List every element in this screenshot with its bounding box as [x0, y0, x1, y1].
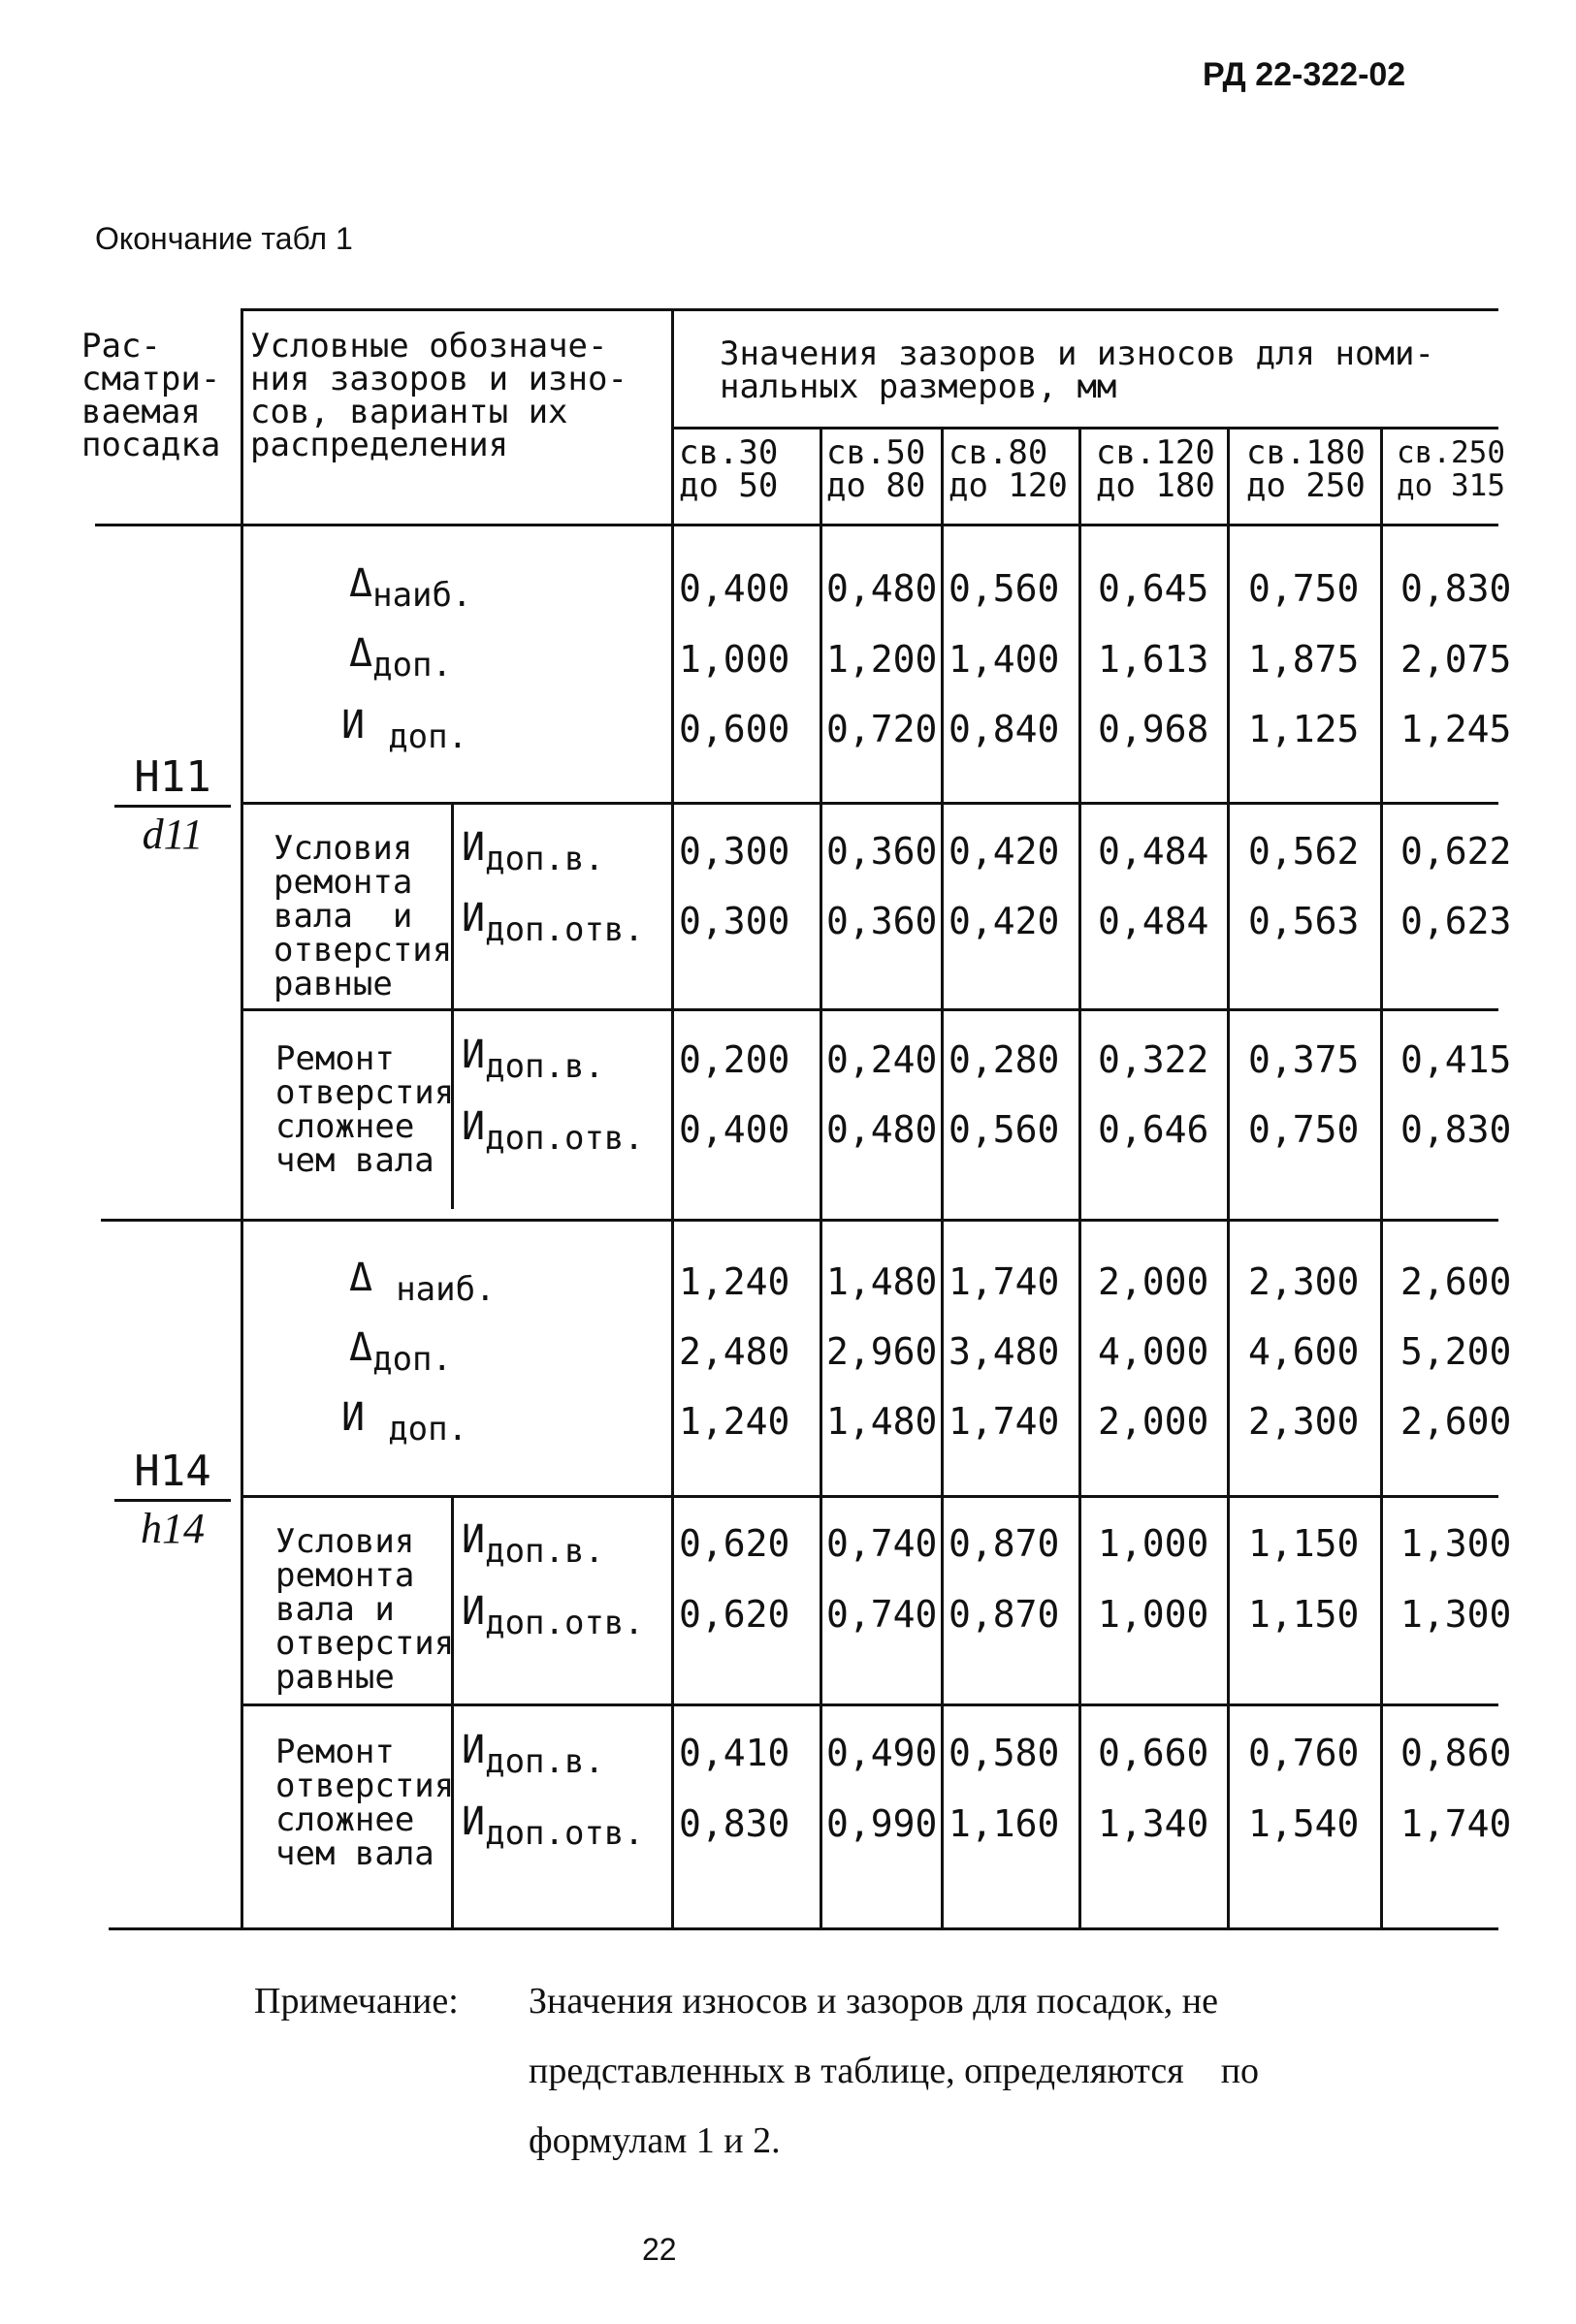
- table-cell: 0,420: [949, 900, 1060, 942]
- table-cell: 0,490: [826, 1732, 938, 1774]
- header-range-6: св.250 до 315: [1397, 435, 1505, 503]
- table-cell: 1,340: [1098, 1802, 1209, 1845]
- header-fit-column: Рас- сматри- ваемая посадка: [81, 327, 221, 464]
- fit-numerator: H11: [134, 752, 211, 802]
- table-cell: 1,613: [1098, 638, 1209, 681]
- table-cell: 0,360: [826, 900, 938, 942]
- header-range-1: св.30 до 50: [679, 433, 779, 505]
- table-cell: 4,600: [1248, 1330, 1360, 1373]
- table-cell: 2,600: [1400, 1260, 1512, 1303]
- table-cell: 0,484: [1098, 830, 1209, 873]
- header-range-2: св.50 до 80: [826, 433, 926, 505]
- fraction-bar: [114, 1499, 231, 1502]
- symbol-wear-shaft: $И_{доп.в.}$: [462, 1033, 604, 1086]
- note-text-line2: представленных в таблице, определяются по: [529, 2051, 1260, 2091]
- table-cell: 0,240: [826, 1038, 938, 1081]
- table-cell: 0,400: [679, 567, 790, 610]
- condition-equal-repair: Условия ремонта вала и отверстия равные: [273, 829, 453, 1003]
- page-number: 22: [642, 2232, 677, 2267]
- header-range-3: св.80 до 120: [949, 433, 1068, 505]
- table-cell: 0,562: [1248, 830, 1360, 873]
- condition-hole-harder: Ремонт отверстия сложнее чем вала: [275, 1039, 455, 1180]
- table-cell: 0,300: [679, 900, 790, 942]
- symbol-wear-shaft: $И_{доп.в.}$: [462, 1517, 604, 1571]
- table-cell: 1,300: [1400, 1593, 1512, 1636]
- symbol-delta-allowable: $\Delta_{доп.}$: [349, 1325, 452, 1379]
- table-cell: 0,968: [1098, 708, 1209, 750]
- table-cell: 0,375: [1248, 1038, 1360, 1081]
- h14-group-mid-border: [242, 1703, 1498, 1706]
- table-cell: 0,620: [679, 1522, 790, 1565]
- table-cell: 0,322: [1098, 1038, 1209, 1081]
- table-cell: 2,000: [1098, 1260, 1209, 1303]
- table-cell: 1,540: [1248, 1802, 1360, 1845]
- table-caption: Окончание табл 1: [95, 221, 353, 256]
- col-values-border: [671, 308, 674, 1929]
- fraction-bar: [114, 805, 231, 808]
- table-cell: 1,740: [949, 1260, 1060, 1303]
- table-cell: 0,420: [949, 830, 1060, 873]
- table-cell: 1,740: [1400, 1802, 1512, 1845]
- table-cell: 0,415: [1400, 1038, 1512, 1081]
- table-cell: 2,075: [1400, 638, 1512, 681]
- table-cell: 0,300: [679, 830, 790, 873]
- symbol-delta-max: $\Delta_{наиб.}$: [349, 561, 472, 615]
- condition-hole-harder: Ремонт отверстия сложнее чем вала: [275, 1733, 455, 1873]
- table-top-border: [242, 308, 1498, 311]
- table-cell: 0,480: [826, 567, 938, 610]
- table-cell: 2,960: [826, 1330, 938, 1373]
- table-cell: 0,560: [949, 1108, 1060, 1151]
- condition-equal-repair: Условия ремонта вала и отверстия равные: [275, 1522, 455, 1697]
- table-cell: 3,480: [949, 1330, 1060, 1373]
- range-border-1: [820, 427, 822, 1929]
- table-cell: 2,300: [1248, 1260, 1360, 1303]
- table-cell: 1,000: [1098, 1522, 1209, 1565]
- table-cell: 0,660: [1098, 1732, 1209, 1774]
- header-range-4: св.120 до 180: [1096, 433, 1215, 505]
- table-cell: 0,740: [826, 1522, 938, 1565]
- fit-denominator: h14: [141, 1505, 205, 1552]
- symbol-wear-hole: $И_{доп.отв.}$: [462, 1104, 644, 1158]
- table-cell: 1,240: [679, 1400, 790, 1443]
- range-border-5: [1380, 427, 1383, 1929]
- table-cell: 0,560: [949, 567, 1060, 610]
- table-cell: 0,600: [679, 708, 790, 750]
- table-cell: 1,125: [1248, 708, 1360, 750]
- symbol-wear-shaft: $И_{доп.в.}$: [462, 1728, 604, 1781]
- table-bottom-border: [109, 1927, 1498, 1930]
- document-code: РД 22-322-02: [1203, 56, 1406, 93]
- symbol-wear-shaft: $И_{доп.в.}$: [462, 825, 604, 878]
- table-cell: 1,150: [1248, 1593, 1360, 1636]
- table-cell: 0,620: [679, 1593, 790, 1636]
- table-cell: 0,830: [1400, 567, 1512, 610]
- table-cell: 1,000: [679, 638, 790, 681]
- table-cell: 0,870: [949, 1593, 1060, 1636]
- table-cell: 0,750: [1248, 567, 1360, 610]
- table-cell: 1,240: [679, 1260, 790, 1303]
- table-cell: 1,480: [826, 1260, 938, 1303]
- table-cell: 1,740: [949, 1400, 1060, 1443]
- table-cell: 2,480: [679, 1330, 790, 1373]
- table-cell: 0,830: [1400, 1108, 1512, 1151]
- table-cell: 2,600: [1400, 1400, 1512, 1443]
- note-label: Примечание:: [254, 1981, 459, 2022]
- table-cell: 0,760: [1248, 1732, 1360, 1774]
- h11-group-top-border: [242, 802, 1498, 805]
- fit-section-divider: [101, 1219, 1498, 1222]
- range-border-2: [941, 427, 944, 1929]
- table-cell: 0,720: [826, 708, 938, 750]
- table-cell: 2,000: [1098, 1400, 1209, 1443]
- table-cell: 1,200: [826, 638, 938, 681]
- table-cell: 1,480: [826, 1400, 938, 1443]
- fit-label-h11: [114, 752, 231, 860]
- table-cell: 0,200: [679, 1038, 790, 1081]
- table-cell: 1,160: [949, 1802, 1060, 1845]
- col1-border: [241, 308, 243, 1929]
- table-cell: 1,245: [1400, 708, 1512, 750]
- h11-group-mid-border: [242, 1008, 1498, 1011]
- table-cell: 0,480: [826, 1108, 938, 1151]
- table-cell: 0,990: [826, 1802, 938, 1845]
- symbol-wear-hole: $И_{доп.отв.}$: [462, 896, 644, 949]
- symbol-delta-max: Δ $_{наиб.}$: [349, 1256, 496, 1309]
- table-cell: 0,840: [949, 708, 1060, 750]
- table-cell: 0,410: [679, 1732, 790, 1774]
- header-values-column: Значения зазоров и износов для номи- нальных размеров, мм: [720, 334, 1434, 406]
- table-cell: 0,622: [1400, 830, 1512, 873]
- table-cell: 0,870: [949, 1522, 1060, 1565]
- note-text-line1: Значения износов и зазоров для посадок, не: [529, 1981, 1218, 2022]
- header-bottom-border: [95, 524, 1498, 526]
- symbol-wear-hole: $И_{доп.отв.}$: [462, 1799, 644, 1853]
- table-cell: 1,150: [1248, 1522, 1360, 1565]
- table-cell: 0,645: [1098, 567, 1209, 610]
- h14-group-top-border: [242, 1495, 1498, 1498]
- symbol-wear-allowable: И $_{доп.}$: [341, 1395, 468, 1449]
- table-cell: 1,400: [949, 638, 1060, 681]
- range-border-3: [1078, 427, 1081, 1929]
- header-symbols-column: Условные обозначе- ния зазоров и изно- сов, варианты их распределения: [250, 327, 627, 464]
- table-cell: 0,360: [826, 830, 938, 873]
- symbol-wear-allowable: И $_{доп.}$: [341, 703, 468, 756]
- table-cell: 0,830: [679, 1802, 790, 1845]
- table-cell: 0,750: [1248, 1108, 1360, 1151]
- table-cell: 1,300: [1400, 1522, 1512, 1565]
- ranges-top-border: [671, 427, 1498, 430]
- header-range-5: св.180 до 250: [1246, 433, 1366, 505]
- table-cell: 0,623: [1400, 900, 1512, 942]
- fit-denominator: d11: [142, 811, 204, 858]
- range-border-4: [1227, 427, 1230, 1929]
- table-cell: 0,860: [1400, 1732, 1512, 1774]
- table-cell: 4,000: [1098, 1330, 1209, 1373]
- fit-label-h14: [114, 1447, 231, 1554]
- table-cell: 0,580: [949, 1732, 1060, 1774]
- table-cell: 0,484: [1098, 900, 1209, 942]
- table-cell: 0,740: [826, 1593, 938, 1636]
- table-cell: 1,875: [1248, 638, 1360, 681]
- table-cell: 0,563: [1248, 900, 1360, 942]
- symbol-delta-allowable: $\Delta_{доп.}$: [349, 631, 452, 684]
- table-cell: 5,200: [1400, 1330, 1512, 1373]
- note-text-line3: формулам 1 и 2.: [529, 2120, 781, 2161]
- table-cell: 0,646: [1098, 1108, 1209, 1151]
- table-cell: 2,300: [1248, 1400, 1360, 1443]
- fit-numerator: H14: [134, 1447, 211, 1496]
- symbol-wear-hole: $И_{доп.отв.}$: [462, 1589, 644, 1642]
- table-cell: 1,000: [1098, 1593, 1209, 1636]
- table-cell: 0,280: [949, 1038, 1060, 1081]
- table-cell: 0,400: [679, 1108, 790, 1151]
